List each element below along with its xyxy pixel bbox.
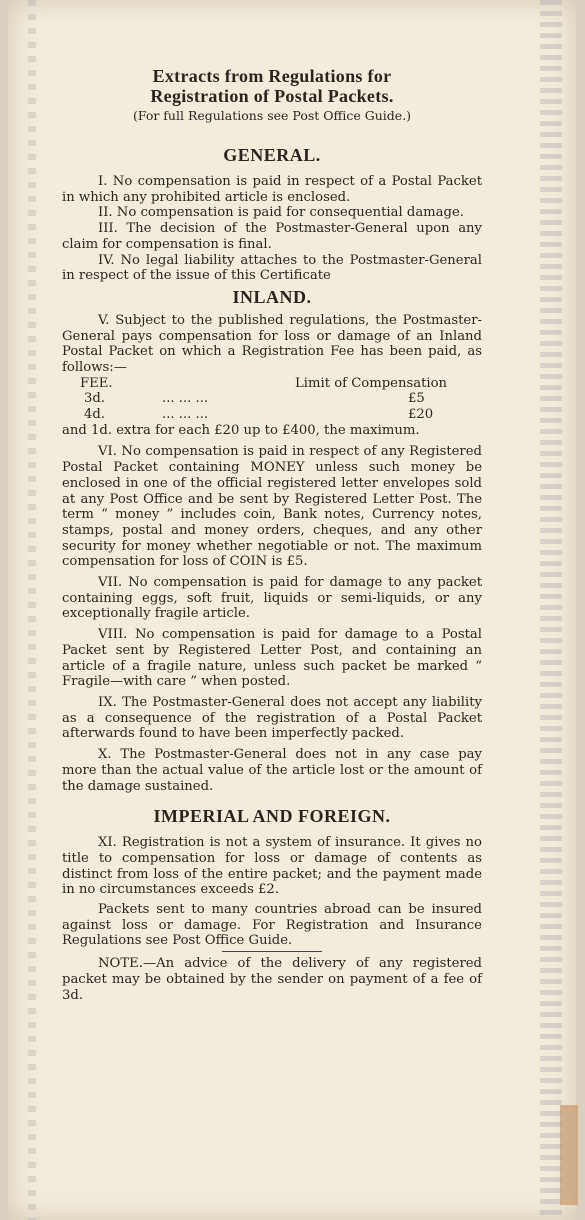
regulation-viii: VIII. No compensation is paid for damage to a Postal Packet sent by Registered Letter Post, and containing an article of a fragile nature, unless such packet be marked “ Fragile—with care ” when posted. [62, 627, 482, 690]
heading-imperial-foreign: IMPERIAL AND FOREIGN. [153, 806, 391, 827]
regulation-x: X. The Postmaster-General does not in any case pay more than the actual value of the article lost or the amount of the damage sustained. [62, 747, 482, 794]
subtitle: (For full Regulations see Post Office Guide.) [132, 108, 412, 123]
title-line-2: Registration of Postal Packets. [150, 86, 394, 106]
regulation-iii: III. The decision of the Postmaster-General upon any claim for compensation is final. [62, 221, 482, 252]
heading-general: GENERAL. [223, 145, 321, 165]
regulation-v-tail: and 1d. extra for each £20 up to £400, the maximum. [62, 422, 420, 438]
fee-column-header: FEE. [80, 375, 113, 391]
regulation-vi: VI. No compensation is paid in respect of any Registered Postal Packet containing MONEY unless such money be enclosed in one of the official registered letter envelopes sold at any Post Office and be sent by Registered Letter Post. The term “ money ” includes coin, Bank notes, Currency notes, stamps, postal and money orders, cheques, and any other security for money whether negotiable or not. The maximum compensation for loss of COIN is £5. [62, 444, 482, 570]
compensation-table [62, 376, 482, 423]
regulation-ix: IX. The Postmaster-General does not accept any liability as a consequence of the registration of a Postal Packet afterwards found to have been imperfectly packed. [62, 694, 482, 742]
regulation-i: I. No compensation is paid in respect of a Postal Packet in which any prohibited article is enclosed. [62, 174, 482, 205]
regulation-vii: VII. No compensation is paid for damage to any packet containing eggs, soft fruit, liquids or semi-liquids, or any exceptionally fragile article. [62, 575, 482, 622]
paper-stain [560, 1105, 578, 1205]
fee-value: 4d. [84, 406, 106, 422]
perforation-stripe-left [28, 0, 36, 1220]
heading-inland: INLAND. [232, 286, 312, 307]
limit-value: £20 [408, 406, 434, 422]
limit-value: £5 [408, 390, 425, 406]
regulation-iv: IV. No legal liability attaches to the Postmaster-General in respect of the issue of this Certificate [62, 252, 482, 284]
regulation-xi: XI. Registration is not a system of insurance. It gives no title to compensation for loss or damage of contents as distinct from loss of the entire packet; and the payment made in no circumstances exceeds £2. [62, 835, 482, 898]
fee-value: 3d. [84, 390, 106, 406]
regulation-v: V. Subject to the published regulations, the Postmaster-General pays compensation for loss or damage of an Inland Postal Packet on which a Registration Fee has been paid, as follows:— [62, 312, 482, 376]
delivery-advice-note: NOTE.—An advice of the delivery of any registered packet may be obtained by the sender on payment of a fee of 3d. [62, 956, 482, 1003]
regulation-ii: II. No compensation is paid for consequential damage. [98, 205, 464, 221]
leader-dots: ... ... ... [162, 390, 209, 406]
title-line-1: Extracts from Regulations for [152, 66, 392, 86]
insurance-note: Packets sent to many countries abroad can be insured against loss or damage. For Registration and Insurance Regulations see Post Office Guide. [62, 902, 482, 949]
leader-dots: ... ... ... [162, 406, 209, 422]
regulations-document [62, 66, 482, 1003]
perforation-stripe-right [540, 0, 562, 1220]
divider-rule [222, 951, 322, 952]
limit-column-header: Limit of Compensation [295, 375, 448, 391]
